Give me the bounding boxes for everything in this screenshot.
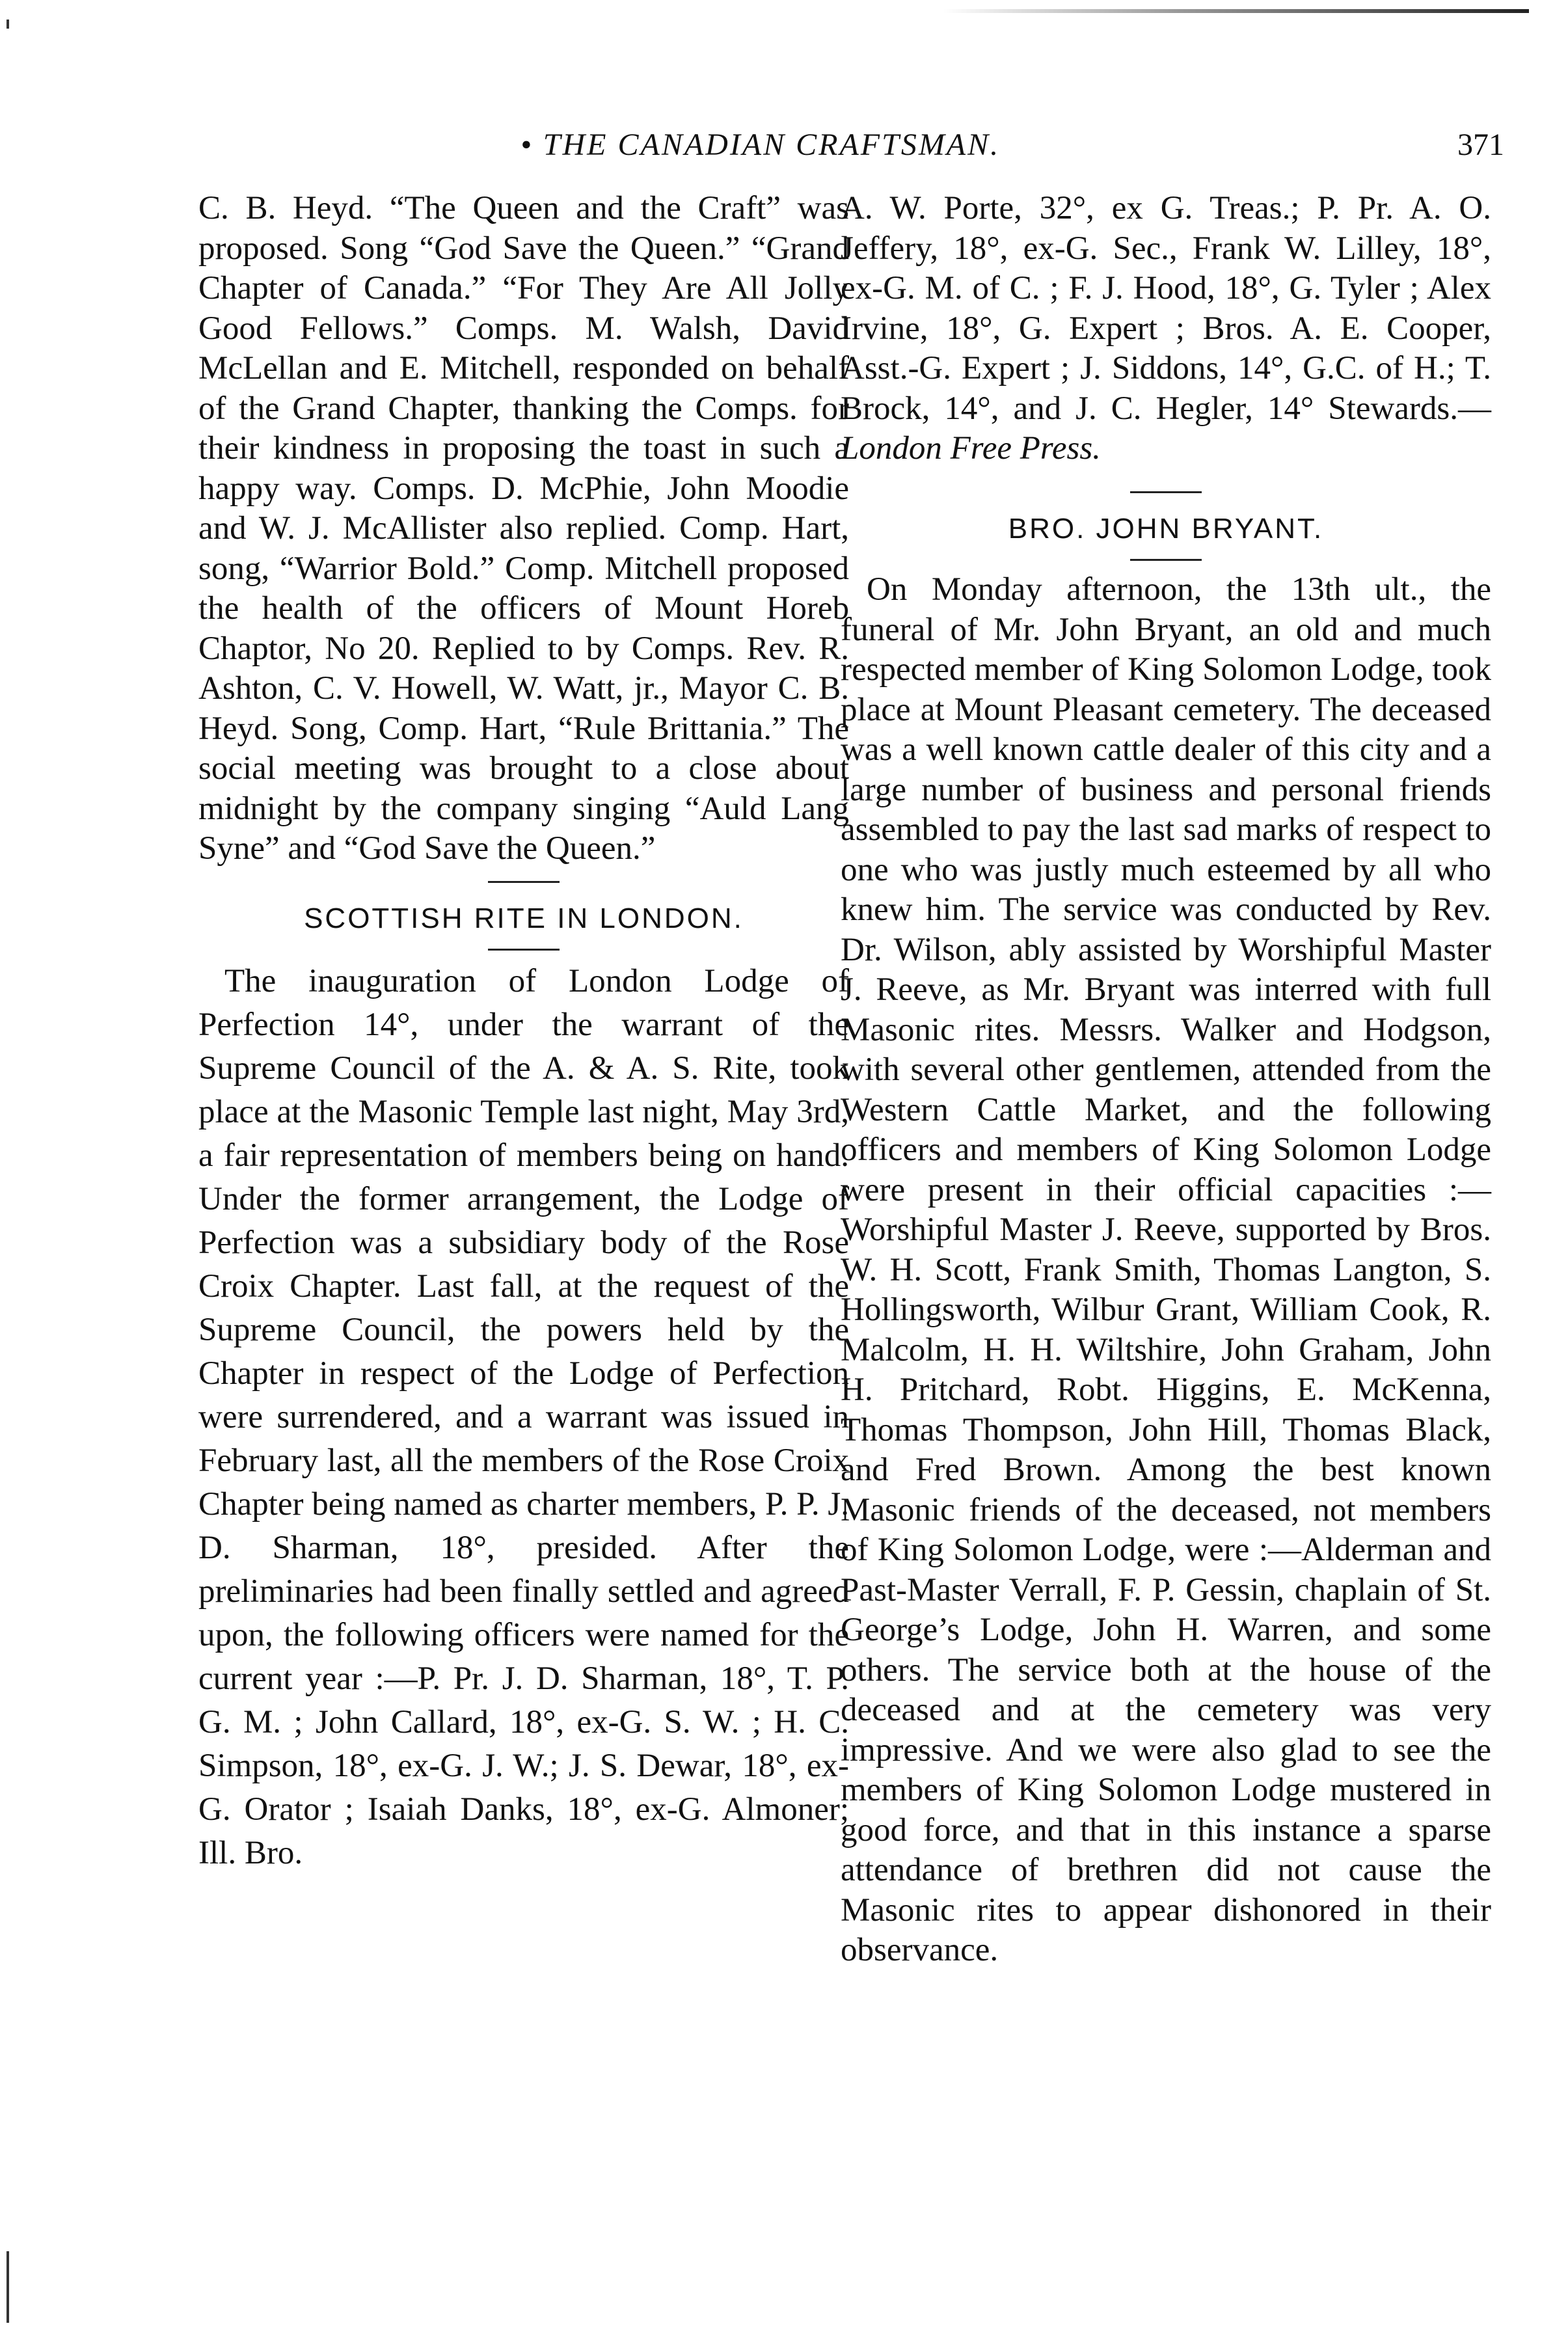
obituary-paragraph: On Monday afternoon, the 13th ult., the funeral of Mr. John Bryant, an old and much respected member of King Solomon Lodge, took place at Mount Pleasant cemetery. The deceased was a well known cattle dealer of this city and a large number of business and personal friends assembled to pay the last sad marks of respect to one who was justly much esteemed by all who knew him. The service was conducted by Rev. Dr. Wilson, ably assisted by Worshipful Master J. Reeve, as Mr. Bryant was interred with full Masonic rites. Messrs. Walker and Hodgson, with several other gentlemen, attended from the Western Cattle Market, and the following officers and members of King Solomon Lodge were present in their official capacities :—Worshipful Master J. Reeve, supported by Bros. W. H. Scott, Frank Smith, Thomas Langton, S. Hollingsworth, Wilbur Grant, William Cook, R. Malcolm, H. H. Wiltshire, John Graham, John H. Pritchard, Robt. Higgins, E. McKenna, Thomas Thompson, John Hill, Thomas Black, and Fred Brown. Among the best known Masonic friends of the deceased, not members of King Solomon Lodge, were :—Alderman and Past-Master Verrall, F. P. Gessin, chaplain of St. George’s Lodge, John H. Warren, and some others. The service both at the house of the deceased and at the cemetery was very impressive. And we were also glad to see the members of King Solomon Lodge mustered in good force, and that in this instance a sparse attendance of brethren did not cause the Masonic rites to appear dishonored in their observance. bbox=[841, 571, 1491, 1968]
left-margin-marks bbox=[0, 0, 13, 2328]
section-divider bbox=[488, 881, 560, 883]
right-column bbox=[841, 189, 1491, 1971]
section-divider bbox=[488, 949, 560, 951]
journal-title: • THE CANADIAN CRAFTSMAN. bbox=[520, 128, 1001, 162]
officers-list-text: A. W. Porte, 32°, ex G. Treas.; P. Pr. A. O. Jeffery, 18°, ex-G. Sec., Frank W. Lilley, 18°, ex-G. M. of C. ; F. J. Hood, 18°, G. Tyler ; Alex Irvine, 18°, G. Expert ; Bros. A. E. Cooper, Asst.-G. Expert ; J. Siddons, 14°, G.C. of H.; T. Brock, 14°, and J. C. Hegler, 14° Stewards.— bbox=[841, 190, 1491, 427]
scottish-rite-paragraph: The inauguration of London Lodge of Perfection 14°, under the warrant of the Supreme Council of the A. & A. S. Rite, took place at the Masonic Temple last night, May 3rd, a fair representation of members being on hand. Under the former arrangement, the Lodge of Perfection was a subsidiary body of the Rose Croix Chapter. Last fall, at the request of the Supreme Council, the powers held by the Chapter in respect of the Lodge of Perfection were surrendered, and a warrant was issued in February last, all the members of the Rose Croix Chapter being named as charter members, P. P. J. D. Sharman, 18°, presided. After the preliminaries had been finally settled and agreed upon, the following officers were named for the current year :—P. Pr. J. D. Sharman, 18°, T. P. G. M. ; John Callard, 18°, ex-G. S. W. ; H. C. Simpson, 18°, ex-G. J. W.; J. S. Dewar, 18°, ex-G. Orator ; Isaiah Danks, 18°, ex-G. Almoner; Ill. Bro. bbox=[198, 963, 849, 1871]
top-border-rule bbox=[943, 9, 1529, 13]
article-continuation-paragraph: C. B. Heyd. “The Queen and the Craft” was proposed. Song “God Save the Queen.” “Grand Chapter of Canada.” “For They Are All Jolly Good Fellows.” Comps. M. Walsh, David McLellan and E. Mitchell, responded on behalf of the Grand Chapter, thanking the Comps. for their kindness in proposing the toast in such a happy way. Comps. D. McPhie, John Moodie and W. J. McAllister also replied. Comp. Hart, song, “Warrior Bold.” Comp. Mitchell proposed the health of the officers of Mount Horeb Chaptor, No 20. Replied to by Comps. Rev. R. Ashton, C. V. Howell, W. Watt, jr., Mayor C. B. Heyd. Song, Comp. Hart, “Rule Brittania.” The social meeting was brought to a close about midnight by the company singing “Auld Lang Syne” and “God Save the Queen.” bbox=[198, 190, 849, 867]
section-divider bbox=[1130, 559, 1202, 561]
page-number: 371 bbox=[1457, 128, 1504, 162]
running-header bbox=[0, 127, 1568, 166]
section-divider bbox=[1130, 491, 1202, 493]
section-heading-john-bryant: BRO. JOHN BRYANT. bbox=[1008, 512, 1324, 545]
officers-list-paragraph bbox=[841, 189, 1491, 469]
section-heading-scottish-rite: SCOTTISH RITE IN LONDON. bbox=[304, 902, 744, 934]
left-column bbox=[198, 189, 849, 1875]
source-citation: London Free Press. bbox=[841, 430, 1101, 467]
